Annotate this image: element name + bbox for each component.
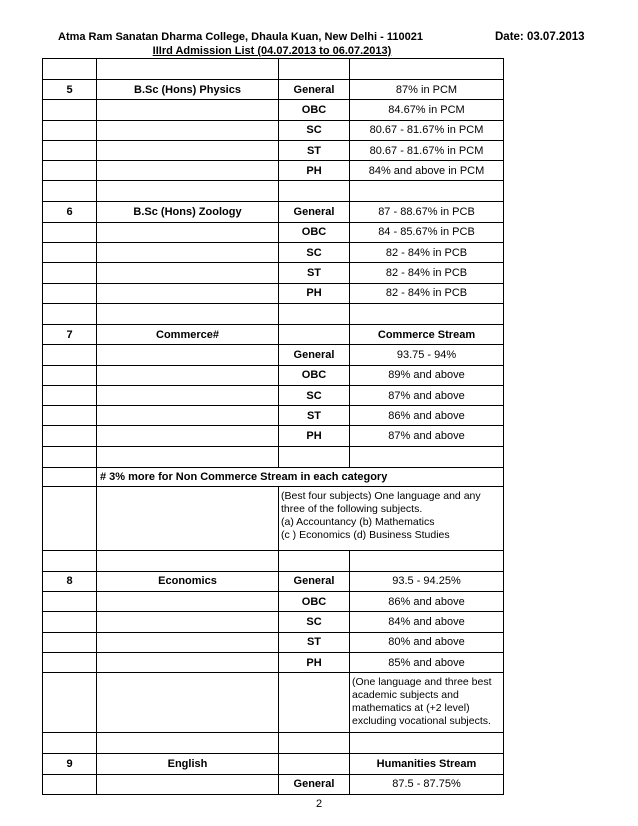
table-row (43, 243, 504, 263)
course-cell (97, 612, 279, 632)
table-row (43, 426, 504, 446)
eligibility-line: (a) Accountancy (b) Mathematics (281, 515, 435, 528)
course-cell (97, 385, 279, 405)
category-cell: PH (279, 652, 350, 672)
college-header: Atma Ram Sanatan Dharma College, Dhaula Kuan, New Delhi - 110021 (58, 31, 423, 43)
eligibility-note (279, 486, 504, 550)
table-row (43, 59, 504, 80)
table-row (43, 181, 504, 202)
category-cell: PH (279, 426, 350, 446)
table-row (43, 365, 504, 385)
cutoff-cell: 87.5 - 87.75% (350, 774, 504, 794)
course-cell: B.Sc (Hons) Zoology (97, 202, 279, 222)
sl-no-cell (43, 283, 97, 303)
cutoff-cell (350, 181, 504, 202)
cutoff-cell (350, 303, 504, 324)
cutoff-cell: 84% and above (350, 612, 504, 632)
category-cell: General (279, 571, 350, 591)
sl-no-cell (43, 385, 97, 405)
course-cell (97, 140, 279, 160)
sl-no-cell (43, 345, 97, 365)
sl-no-cell (43, 59, 97, 80)
cutoff-cell: 87 - 88.67% in PCB (350, 202, 504, 222)
category-cell: General (279, 202, 350, 222)
table-row (43, 652, 504, 672)
table-row (43, 774, 504, 794)
category-cell: General (279, 774, 350, 794)
stream-cell: Humanities Stream (350, 754, 504, 774)
course-cell (97, 365, 279, 385)
table-row (43, 222, 504, 242)
table-row (43, 486, 504, 550)
cutoff-cell: 93.5 - 94.25% (350, 571, 504, 591)
commerce-note: # 3% more for Non Commerce Stream in each category (97, 467, 504, 486)
category-cell (279, 446, 350, 467)
cutoff-cell: 82 - 84% in PCB (350, 263, 504, 283)
category-cell (279, 754, 350, 774)
cutoff-table-body (43, 59, 504, 795)
eligibility-line: excluding vocational subjects. (352, 715, 491, 728)
course-cell (97, 59, 279, 80)
cutoff-cell: 84.67% in PCM (350, 100, 504, 120)
sl-no-cell (43, 446, 97, 467)
category-cell: OBC (279, 100, 350, 120)
cutoff-cell: 93.75 - 94% (350, 345, 504, 365)
sl-no-cell (43, 733, 97, 754)
course-cell (97, 303, 279, 324)
sl-no-cell (43, 426, 97, 446)
sl-no-cell (43, 550, 97, 571)
course-cell (97, 486, 279, 550)
category-cell: ST (279, 263, 350, 283)
cutoff-cell: 80.67 - 81.67% in PCM (350, 120, 504, 140)
course-cell (97, 345, 279, 365)
table-row (43, 571, 504, 591)
sl-no-cell: 6 (43, 202, 97, 222)
table-row (43, 303, 504, 324)
cutoff-cell: 87% in PCM (350, 80, 504, 100)
category-cell: OBC (279, 365, 350, 385)
eligibility-line: three of the following subjects. (281, 502, 423, 515)
page-number: 2 (315, 798, 323, 810)
table-row (43, 385, 504, 405)
category-cell: ST (279, 406, 350, 426)
category-cell: SC (279, 385, 350, 405)
category-cell (279, 181, 350, 202)
category-cell (279, 303, 350, 324)
cutoff-cell: 85% and above (350, 652, 504, 672)
cutoff-cell (350, 733, 504, 754)
category-cell: OBC (279, 592, 350, 612)
course-cell (97, 652, 279, 672)
cutoff-cell: 80.67 - 81.67% in PCM (350, 140, 504, 160)
eligibility-line: mathematics at (+2 level) (352, 702, 470, 715)
course-cell (97, 774, 279, 794)
sl-no-cell (43, 632, 97, 652)
eligibility-line: (Best four subjects) One language and any (281, 489, 481, 502)
table-row (43, 673, 504, 733)
cutoff-cell: 89% and above (350, 365, 504, 385)
course-cell (97, 263, 279, 283)
cutoff-cell: 84% and above in PCM (350, 161, 504, 181)
table-row (43, 550, 504, 571)
sl-no-cell: 9 (43, 754, 97, 774)
table-row (43, 612, 504, 632)
table-row (43, 161, 504, 181)
table-row (43, 140, 504, 160)
course-cell: B.Sc (Hons) Physics (97, 80, 279, 100)
cutoff-cell: 86% and above (350, 592, 504, 612)
category-cell: General (279, 80, 350, 100)
category-cell: PH (279, 161, 350, 181)
table-row (43, 345, 504, 365)
table-row (43, 754, 504, 774)
cutoff-cell: 80% and above (350, 632, 504, 652)
sl-no-cell (43, 365, 97, 385)
course-cell (97, 100, 279, 120)
course-cell: English (97, 754, 279, 774)
course-cell (97, 673, 279, 733)
course-cell (97, 406, 279, 426)
sl-no-cell (43, 406, 97, 426)
course-cell (97, 181, 279, 202)
table-row (43, 733, 504, 754)
course-cell (97, 632, 279, 652)
course-cell: Commerce# (97, 324, 279, 344)
stream-cell: Commerce Stream (350, 324, 504, 344)
admission-list-title: IIIrd Admission List (04.07.2013 to 06.07.2013) (152, 45, 392, 57)
cutoff-cell: 82 - 84% in PCB (350, 283, 504, 303)
cutoff-cell: 86% and above (350, 406, 504, 426)
course-cell (97, 426, 279, 446)
sl-no-cell (43, 140, 97, 160)
table-row (43, 324, 504, 344)
course-cell (97, 550, 279, 571)
sl-no-cell (43, 243, 97, 263)
category-cell: SC (279, 120, 350, 140)
sl-no-cell (43, 673, 97, 733)
list-date: Date: 03.07.2013 (495, 31, 585, 43)
sl-no-cell (43, 592, 97, 612)
sl-no-cell: 7 (43, 324, 97, 344)
sl-no-cell (43, 120, 97, 140)
sl-no-cell (43, 774, 97, 794)
sl-no-cell (43, 100, 97, 120)
sl-no-cell (43, 181, 97, 202)
cutoff-cell (350, 550, 504, 571)
table-row (43, 100, 504, 120)
sl-no-cell: 5 (43, 80, 97, 100)
sl-no-cell (43, 467, 97, 486)
category-cell: ST (279, 632, 350, 652)
category-cell (279, 673, 350, 733)
sl-no-cell (43, 612, 97, 632)
category-cell (279, 59, 350, 80)
table-row (43, 406, 504, 426)
category-cell: SC (279, 612, 350, 632)
table-row (43, 283, 504, 303)
course-cell (97, 446, 279, 467)
eligibility-note (350, 673, 504, 733)
table-row (43, 80, 504, 100)
category-cell (279, 733, 350, 754)
sl-no-cell (43, 263, 97, 283)
course-cell (97, 222, 279, 242)
course-cell: Economics (97, 571, 279, 591)
sl-no-cell: 8 (43, 571, 97, 591)
category-cell: PH (279, 283, 350, 303)
sl-no-cell (43, 222, 97, 242)
course-cell (97, 283, 279, 303)
table-row (43, 592, 504, 612)
course-cell (97, 733, 279, 754)
category-cell: SC (279, 243, 350, 263)
eligibility-line: academic subjects and (352, 689, 459, 702)
table-row (43, 467, 504, 486)
category-cell: General (279, 345, 350, 365)
category-cell (279, 324, 350, 344)
sl-no-cell (43, 652, 97, 672)
sl-no-cell (43, 161, 97, 181)
course-cell (97, 592, 279, 612)
course-cell (97, 161, 279, 181)
table-row (43, 202, 504, 222)
cutoff-cell: 87% and above (350, 426, 504, 446)
table-row (43, 263, 504, 283)
cutoff-cell (350, 446, 504, 467)
sl-no-cell (43, 303, 97, 324)
category-cell (279, 550, 350, 571)
cutoff-cell (350, 59, 504, 80)
table-row (43, 446, 504, 467)
eligibility-line: (c ) Economics (d) Business Studies (281, 528, 450, 541)
category-cell: ST (279, 140, 350, 160)
cutoff-cell: 84 - 85.67% in PCB (350, 222, 504, 242)
eligibility-line: (One language and three best (352, 676, 492, 689)
table-row (43, 632, 504, 652)
cutoff-cell: 87% and above (350, 385, 504, 405)
course-cell (97, 243, 279, 263)
cutoff-table (42, 58, 504, 795)
course-cell (97, 120, 279, 140)
sl-no-cell (43, 486, 97, 550)
cutoff-cell: 82 - 84% in PCB (350, 243, 504, 263)
table-row (43, 120, 504, 140)
category-cell: OBC (279, 222, 350, 242)
